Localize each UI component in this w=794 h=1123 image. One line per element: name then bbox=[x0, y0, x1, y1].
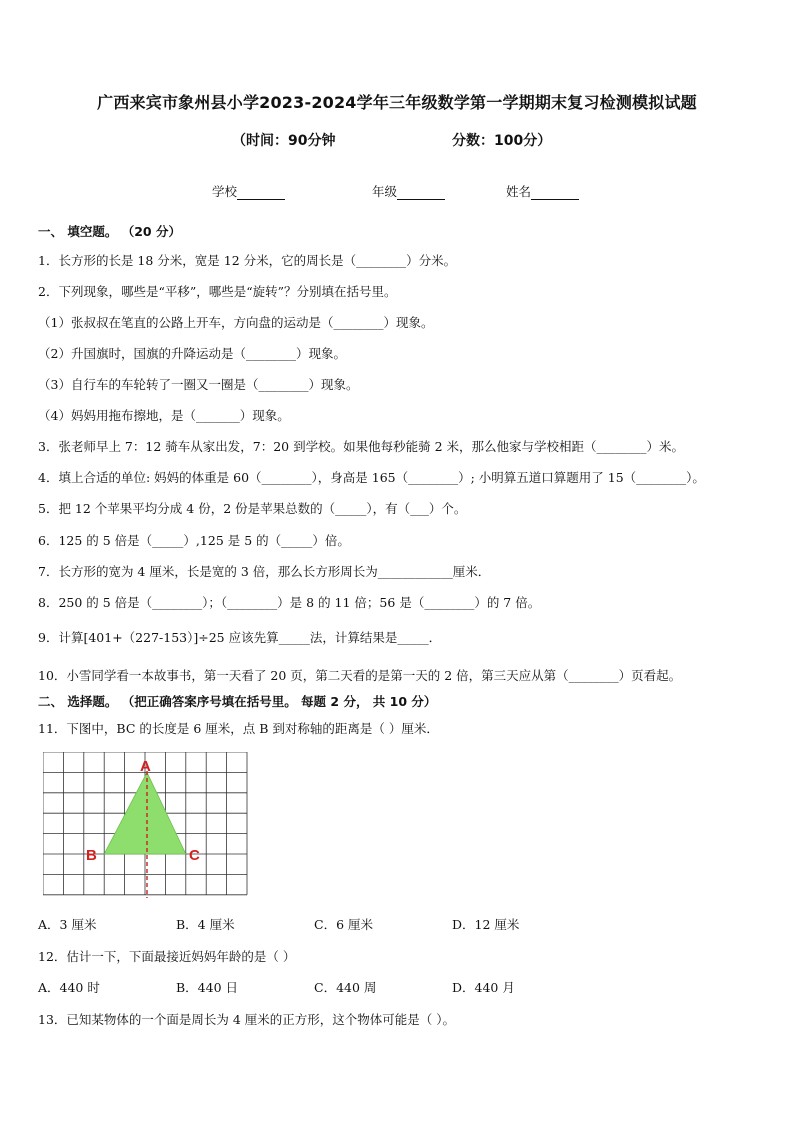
question-13: 13．已知某物体的一个面是周长为 4 厘米的正方形，这个物体可能是（ ）。 bbox=[38, 1012, 456, 1027]
question-8: 8．250 的 5 倍是（________）；（________）是 8 的 11 倍；56 是（________）的 7 倍。 bbox=[38, 595, 541, 610]
question-10: 10．小雪同学看一本故事书，第一天看了 20 页，第二天看的是第一天的 2 倍，第三天应从第（________）页看起。 bbox=[38, 668, 682, 683]
question-2-4: （4）妈妈用拖布擦地，是（_______）现象。 bbox=[38, 408, 290, 423]
question-2-1: （1）张叔叔在笔直的公路上开车，方向盘的运动是（________）现象。 bbox=[38, 315, 434, 330]
triangle-grid-svg bbox=[43, 752, 249, 898]
q11-option-a[interactable]: A．3 厘米 bbox=[38, 917, 97, 932]
q11-option-c[interactable]: C．6 厘米 bbox=[314, 917, 373, 932]
question-6: 6．125 的 5 倍是（_____）,125 是 5 的（_____）倍。 bbox=[38, 533, 350, 548]
question-12: 12．估计一下，下面最接近妈妈年龄的是（ ） bbox=[38, 949, 296, 964]
q12-option-c[interactable]: C．440 周 bbox=[314, 980, 377, 995]
question-11: 11．下图中，BC 的长度是 6 厘米，点 B 到对称轴的距离是（ ）厘米． bbox=[38, 721, 439, 736]
grade-field[interactable] bbox=[372, 182, 445, 200]
q12-option-b[interactable]: B．440 日 bbox=[176, 980, 239, 995]
exam-title: 广西来宾市象州县小学2023-2024学年三年级数学第一学期期末复习检测模拟试题 bbox=[97, 93, 697, 112]
question-2: 2．下列现象，哪些是“平移”，哪些是“旋转”？分别填在括号里。 bbox=[38, 284, 397, 299]
grade-blank[interactable] bbox=[397, 186, 445, 200]
grade-label: 年级 bbox=[372, 184, 398, 199]
question-9: 9．计算[401+（227-153）]÷25 应该先算_____法，计算结果是_____． bbox=[38, 630, 442, 645]
q12-option-a[interactable]: A．440 时 bbox=[38, 980, 100, 995]
q11-option-d[interactable]: D．12 厘米 bbox=[452, 917, 520, 932]
q12-option-d[interactable]: D．440 月 bbox=[452, 980, 515, 995]
school-field[interactable] bbox=[212, 182, 285, 200]
score-info: 分数：100分） bbox=[452, 133, 552, 149]
question-1: 1．长方形的长是 18 分米，宽是 12 分米，它的周长是（________）分米。 bbox=[38, 253, 457, 268]
point-a-label: A bbox=[140, 758, 151, 775]
time-info: （时间：90分钟 bbox=[232, 133, 336, 149]
name-field[interactable] bbox=[506, 182, 579, 200]
triangle-grid-figure bbox=[43, 752, 249, 902]
name-blank[interactable] bbox=[531, 186, 579, 200]
question-2-2: （2）升国旗时，国旗的升降运动是（________）现象。 bbox=[38, 346, 346, 361]
school-blank[interactable] bbox=[237, 186, 285, 200]
q11-option-b[interactable]: B．4 厘米 bbox=[176, 917, 235, 932]
question-2-3: （3）自行车的车轮转了一圈又一圈是（________）现象。 bbox=[38, 377, 359, 392]
name-label: 姓名 bbox=[506, 184, 532, 199]
point-b-label: B bbox=[86, 847, 97, 864]
question-7: 7．长方形的宽为 4 厘米，长是宽的 3 倍，那么长方形周长为____________厘米． bbox=[38, 564, 491, 579]
question-3: 3．张老师早上 7：12 骑车从家出发，7：20 到学校。如果他每秒能骑 2 米，那么他家与学校相距（________）米。 bbox=[38, 439, 684, 454]
school-label: 学校 bbox=[212, 184, 238, 199]
section1-heading: 一、 填空题。 （20 分） bbox=[38, 224, 181, 239]
section2-heading: 二、 选择题。 （把正确答案序号填在括号里。 每题 2 分， 共 10 分） bbox=[38, 694, 437, 709]
question-5: 5．把 12 个苹果平均分成 4 份，2 份是苹果总数的（_____），有（___）个。 bbox=[38, 501, 467, 516]
point-c-label: C bbox=[189, 847, 200, 864]
question-4: 4．填上合适的单位: 妈妈的体重是 60（________），身高是 165（________）; 小明算五道口算题用了 15（________）。 bbox=[38, 470, 705, 485]
